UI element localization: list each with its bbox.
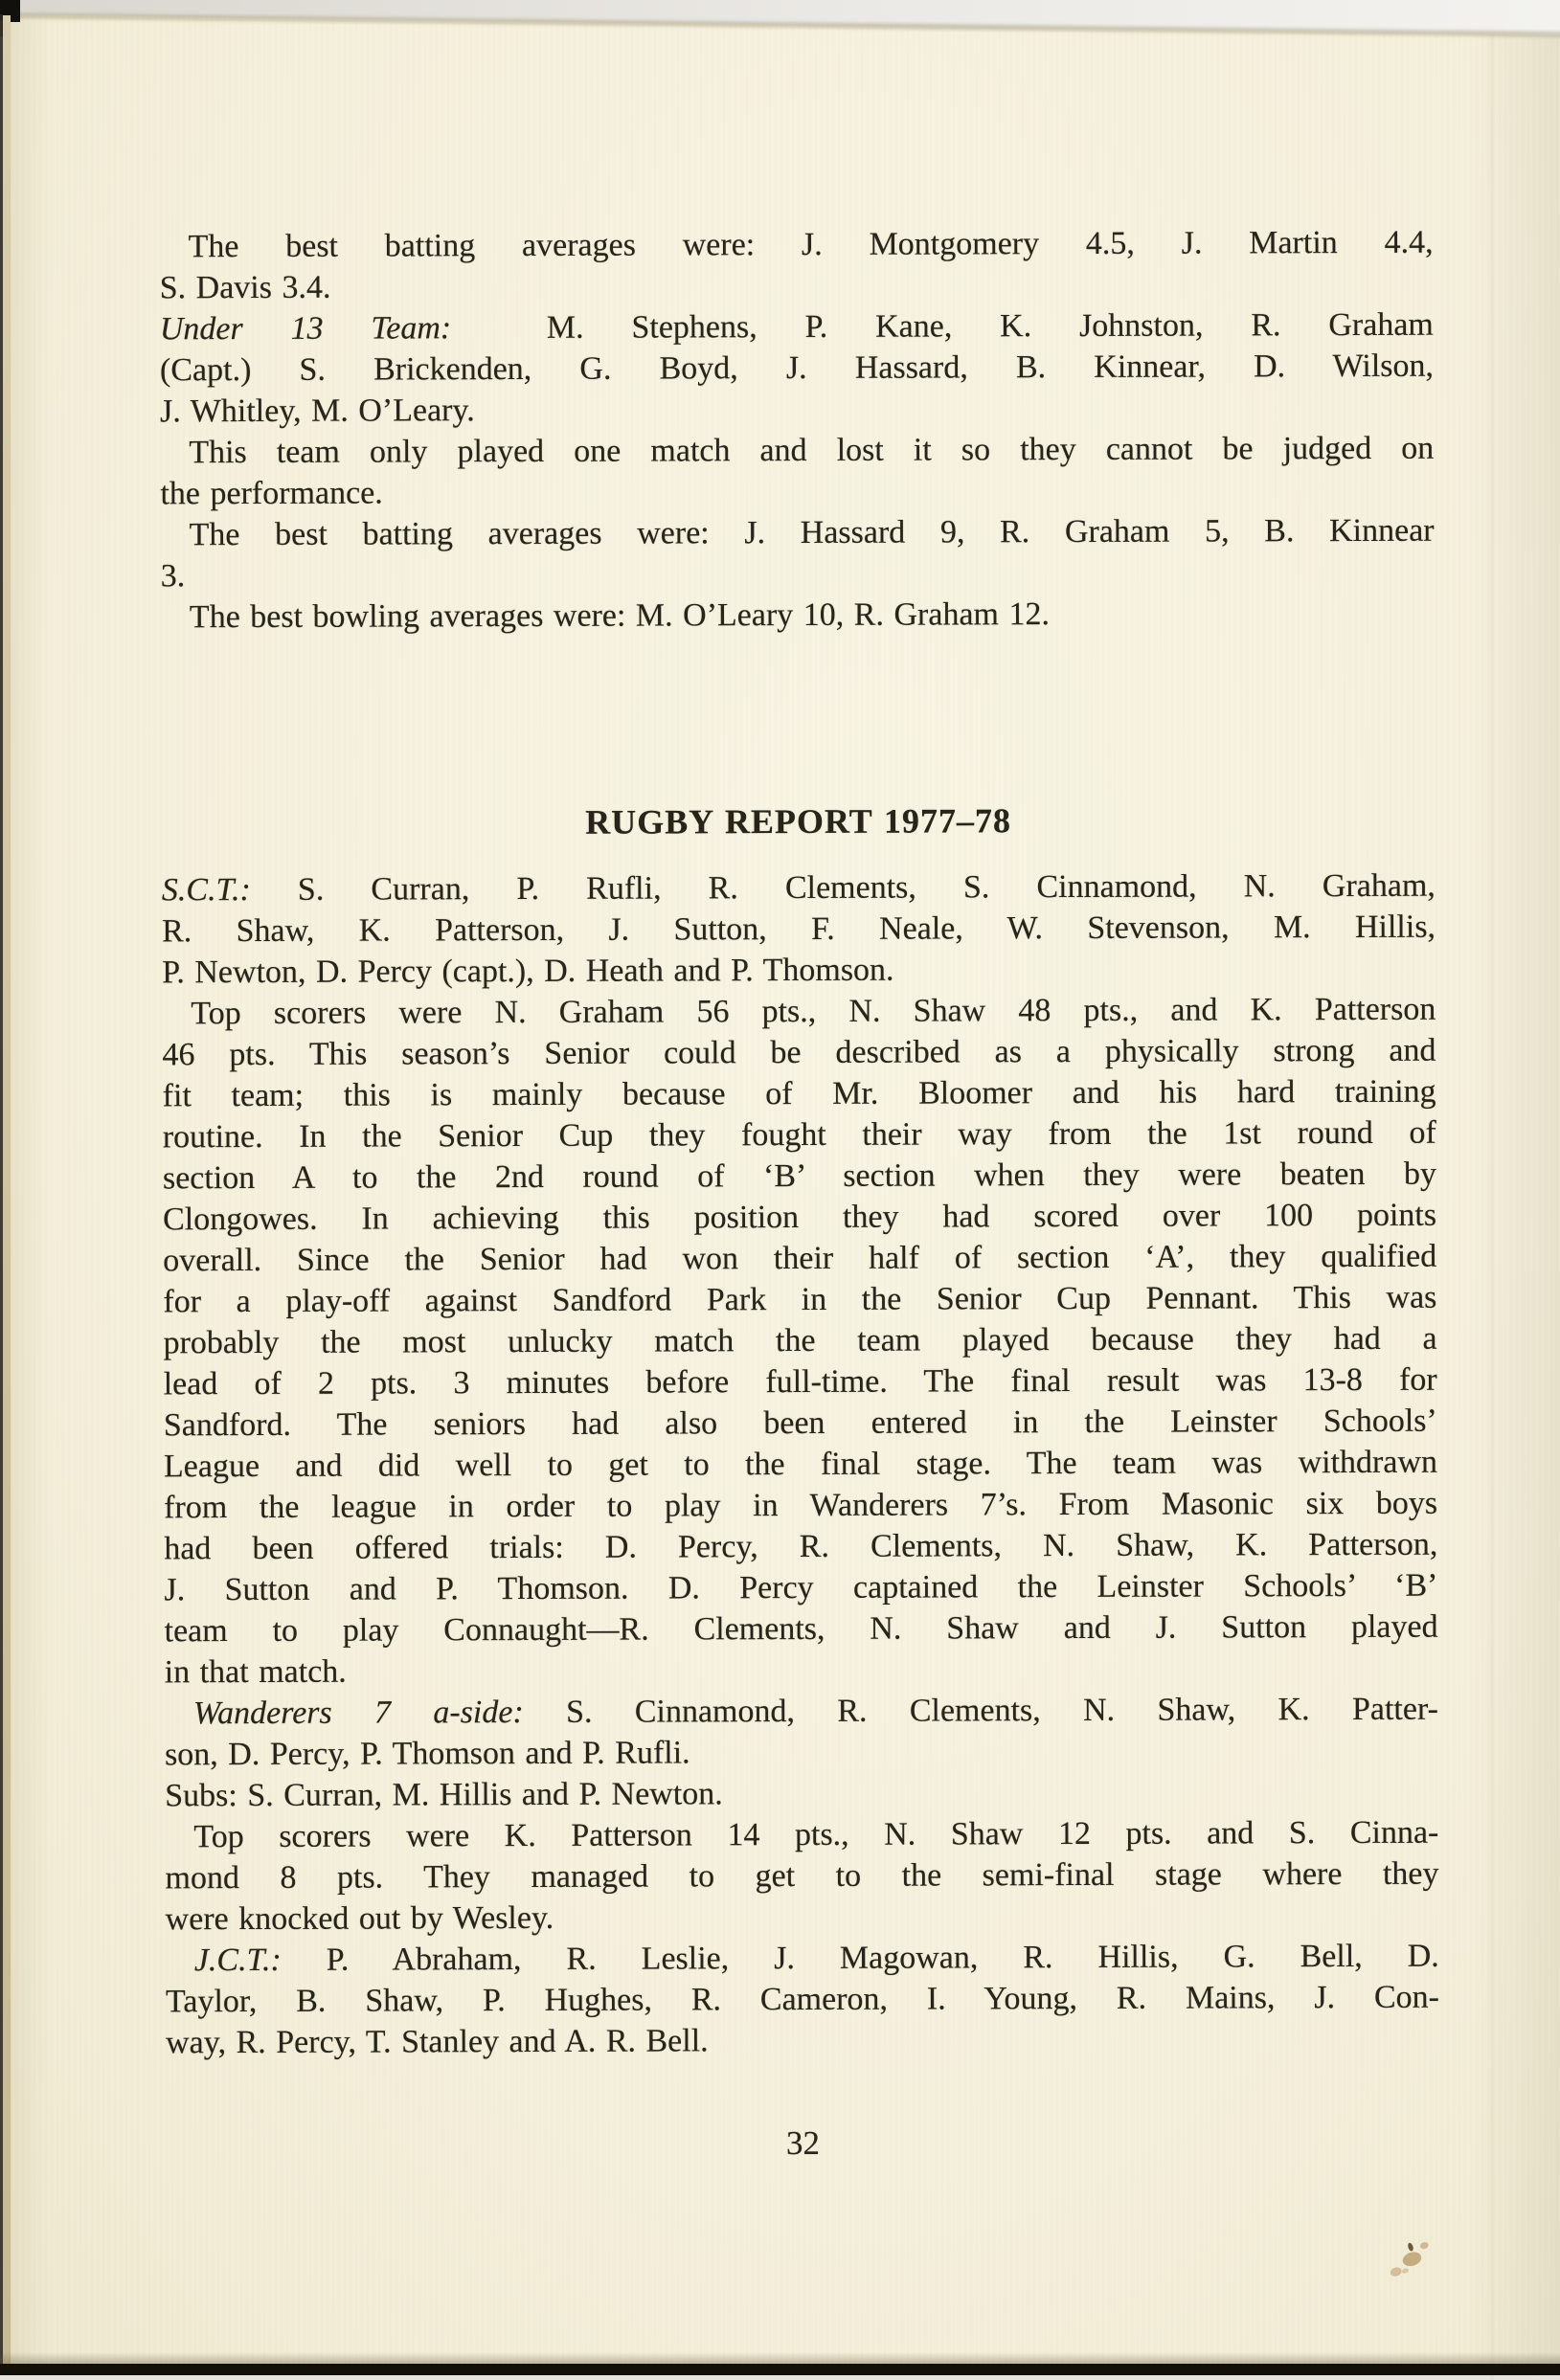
left-binding-edge-tan: [3, 15, 11, 2366]
paragraph: [165, 1771, 1438, 1817]
text-line: son, D. Percy, P. Thomson and P. Rufli.: [164, 1735, 690, 1773]
bottom-scan-shadow: [0, 2352, 1560, 2364]
paragraph: [165, 1689, 1438, 1776]
bottom-scan-band: [0, 2364, 1560, 2375]
paragraph: [159, 222, 1433, 309]
text-line: Sandford. The seniors had also been entered in the Leinster Schools’: [163, 1403, 1437, 1444]
text-line: team to play Connaught—R. Clements, N. Shaw and J. Sutton played: [164, 1608, 1438, 1650]
text-line: had been offered trials: D. Percy, R. Clements, N. Shaw, K. Patterson,: [164, 1526, 1438, 1567]
paragraph: [166, 1936, 1439, 2064]
stain-bottom-right: [1370, 2226, 1458, 2295]
paragraph: [161, 593, 1435, 639]
text-line: for a play-off against Sandford Park in the Senior Cup Pennant. This was: [163, 1279, 1437, 1320]
text-line: S. Davis 3.4.: [159, 269, 331, 306]
text-line: overall. Since the Senior had won their half of section ‘A’, they qualified: [163, 1238, 1437, 1279]
text-line: The best batting averages were: J. Hassard 9, R. Graham 5, B. Kinnear: [189, 512, 1435, 553]
page-text: [159, 222, 1439, 2167]
text-line: P. Newton, D. Percy (capt.), D. Heath and P. Thomson.: [162, 952, 894, 991]
section-heading: RUGBY REPORT 1977–78: [585, 801, 1012, 842]
text-line: fit team; this is mainly because of Mr. Bloomer and his hard training: [162, 1073, 1436, 1114]
text-line: the performance.: [160, 475, 383, 512]
text-line: R. Shaw, K. Patterson, J. Sutton, F. Neale, W. Stevenson, M. Hillis,: [161, 909, 1436, 950]
text-line: The best bowling averages were: M. O’Leary 10, R. Graham 12.: [189, 596, 1051, 636]
book-page: [5, 15, 1560, 2365]
text-line: S.C.T.: S. Curran, P. Rufli, R. Clements, S. Cinnamond, N. Graham,: [161, 867, 1436, 909]
text-line: probably the most unlucky match the team played because they had a: [163, 1320, 1437, 1361]
text-line: League and did well to get to the final stage. The team was withdrawn: [163, 1444, 1438, 1485]
text-line: way, R. Percy, T. Stanley and A. R. Bell.: [166, 2023, 709, 2061]
paragraph: [162, 989, 1438, 1694]
italic-label: S.C.T.:: [161, 871, 251, 909]
text-line: mond 8 pts. They managed to get to the semi-final stage where they: [165, 1855, 1439, 1897]
text-line: Subs: S. Curran, M. Hillis and P. Newton.: [165, 1776, 723, 1814]
paragraph: [162, 865, 1436, 994]
page-number: 32: [785, 2123, 821, 2163]
text-line: Clongowes. In achieving this position they had scored over 100 points: [163, 1197, 1437, 1238]
italic-label: J.C.T.:: [193, 1942, 282, 1979]
text-line: section A to the 2nd round of ‘B’ section when they were beaten by: [162, 1156, 1436, 1197]
text-line: were knocked out by Wesley.: [165, 1899, 554, 1938]
italic-label: Under 13 Team:: [159, 310, 452, 348]
paragraph: [165, 1812, 1438, 1941]
text-line: Top scorers were K. Patterson 14 pts., N. Shaw 12 pts. and S. Cinna-: [193, 1814, 1439, 1855]
text-line: Top scorers were N. Graham 56 pts., N. Shaw 48 pts., and K. Patterson: [191, 991, 1436, 1032]
italic-label: Wanderers 7 a-side:: [192, 1695, 524, 1732]
page-crease: [1491, 34, 1493, 2380]
paragraph: [160, 304, 1434, 433]
text-line: (Capt.) S. Brickenden, G. Boyd, J. Hassard, B. Kinnear, D. Wilson,: [159, 348, 1435, 389]
text-line: from the league in order to play in Wanderers 7’s. From Masonic six boys: [164, 1485, 1438, 1526]
text-line: Wanderers 7 a-side: S. Cinnamond, R. Clements, N. Shaw, K. Patter-: [192, 1691, 1438, 1732]
text-line: routine. In the Senior Cup they fought their way from the 1st round of: [162, 1114, 1436, 1156]
text-line: 3.: [160, 558, 186, 595]
text-line: lead of 2 pts. 3 minutes before full-time. The final result was 13-8 for: [163, 1361, 1437, 1403]
text-line: Under 13 Team: M. Stephens, P. Kane, K. Johnston, R. Graham: [159, 306, 1434, 348]
text-line: J. Sutton and P. Thomson. D. Percy captained the Leinster Schools’ ‘B’: [164, 1567, 1438, 1608]
text-line: J. Whitley, M. O’Leary.: [160, 393, 475, 430]
paragraph: [160, 428, 1434, 515]
text-line: J.C.T.: P. Abraham, R. Leslie, J. Magowan, R. Hillis, G. Bell, D.: [193, 1938, 1439, 1979]
paragraph: [161, 510, 1435, 597]
text-line: 46 pts. This season’s Senior could be described as a physically strong and: [162, 1032, 1436, 1073]
text-line: Taylor, B. Shaw, P. Hughes, R. Cameron, I. Young, R. Mains, J. Con-: [165, 1979, 1439, 2020]
text-line: This team only played one match and lost it so they cannot be judged on: [189, 430, 1435, 471]
text-line: The best batting averages were: J. Montgomery 4.5, J. Martin 4.4,: [188, 224, 1434, 265]
text-line: in that match.: [164, 1653, 347, 1691]
